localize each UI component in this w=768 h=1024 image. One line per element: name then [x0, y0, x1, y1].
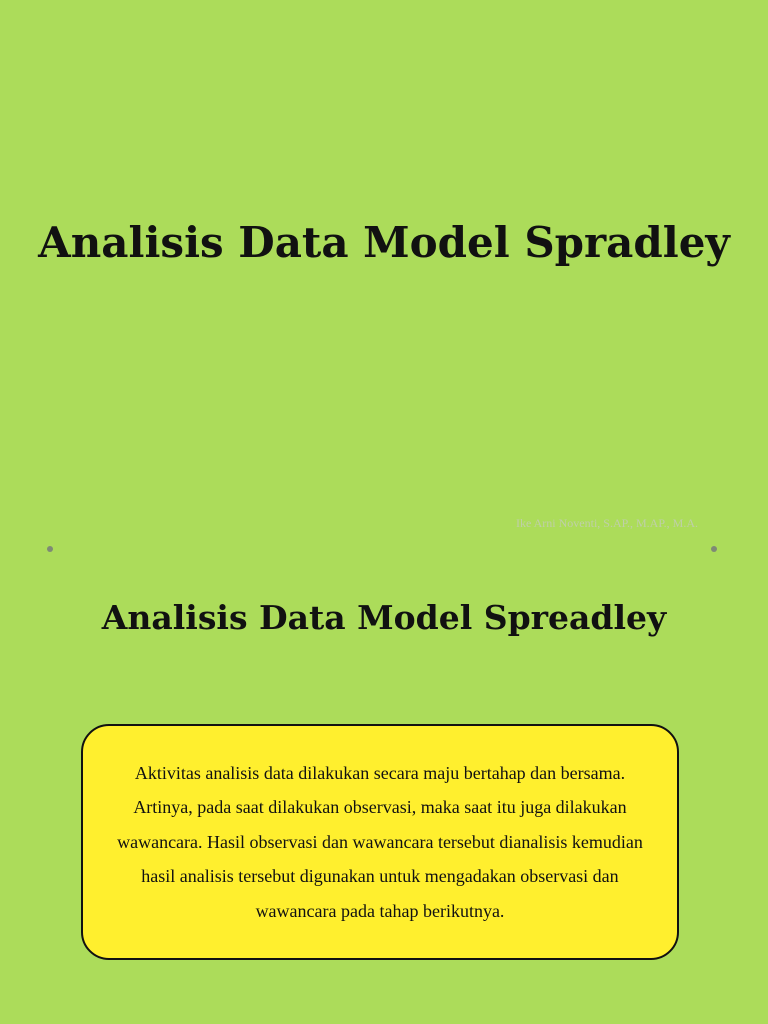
bullet-dot-right [711, 546, 717, 552]
author-credit: Ike Arni Noventi, S.AP., M.AP., M.A. [515, 516, 698, 530]
main-title: Analisis Data Model Spradley [38, 218, 730, 267]
definition-text: Aktivitas analisis data dilakukan secara maju bertahap dan bersama. Artinya, pada saat dilakukan observasi, maka saat itu juga dilakukan wawancara. Hasil observasi dan wawancara tersebut dianalisis kemudian hasil analisis tersebut digunakan untuk mengadakan observasi dan wawancara pada tahap berikutnya. [117, 762, 643, 921]
bullet-dot-left [47, 546, 53, 552]
content-slide [0, 576, 768, 1024]
section-title: Analisis Data Model Spreadley [101, 598, 667, 637]
definition-box [81, 724, 679, 960]
